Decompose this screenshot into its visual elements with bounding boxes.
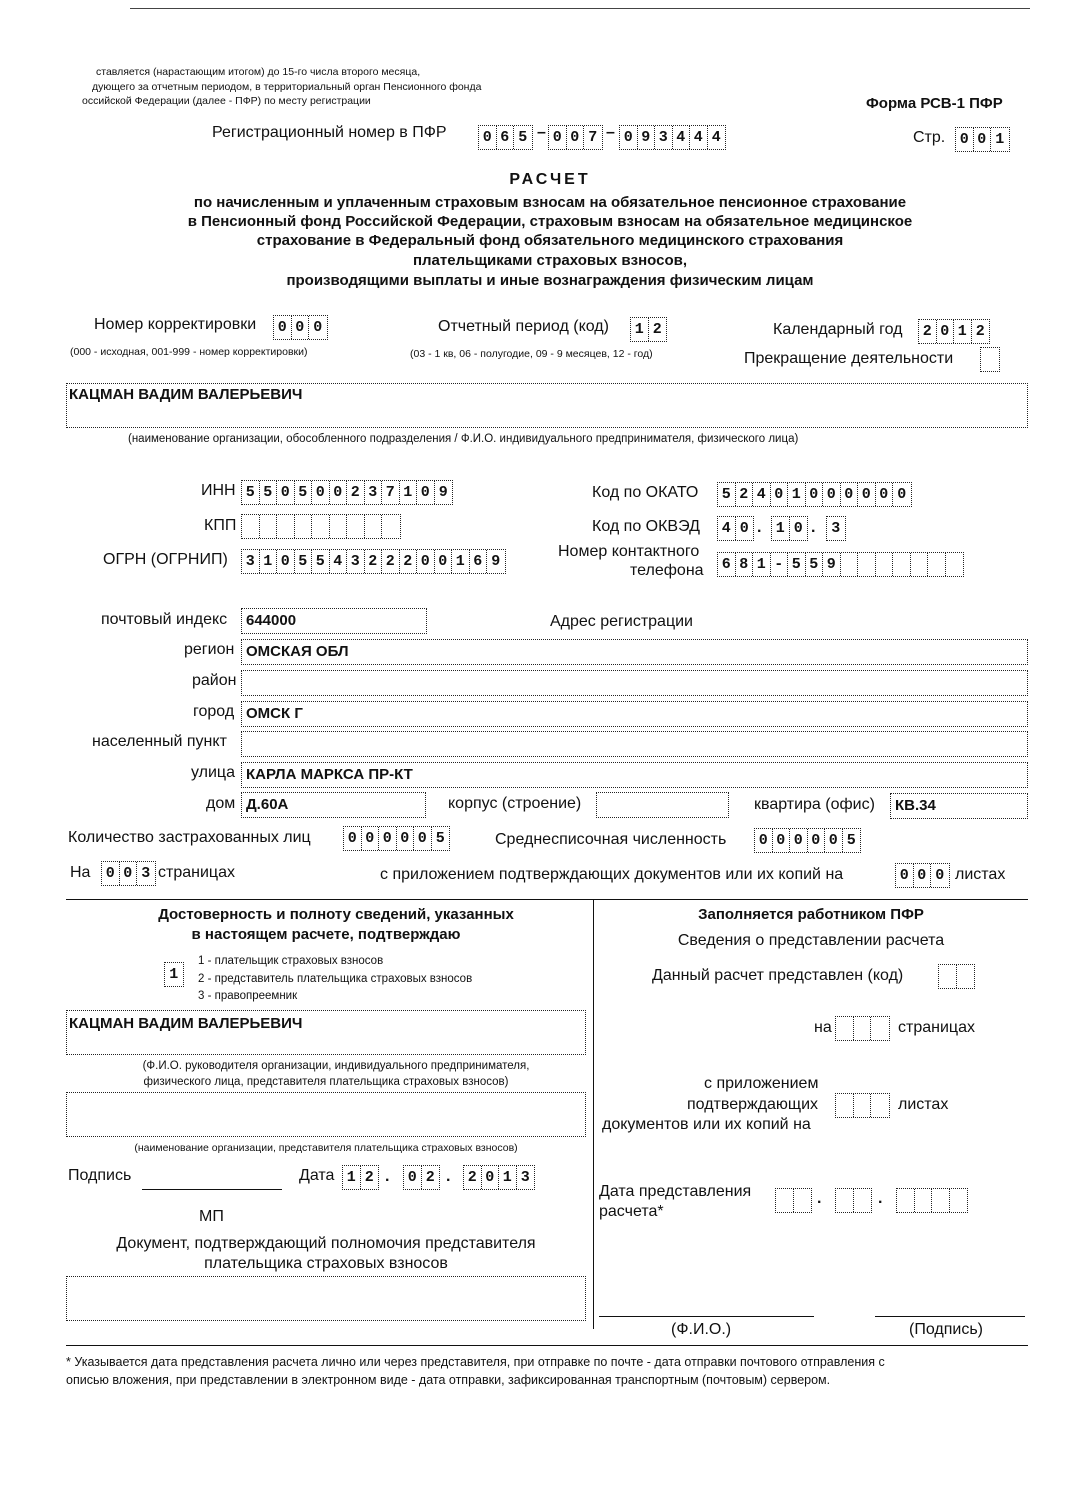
okved-part2[interactable] (771, 516, 808, 541)
reg-number-part3[interactable] (619, 125, 726, 150)
district-field[interactable] (241, 670, 1028, 696)
payer-name-hint: (наименование организации, обособленного подразделения / Ф.И.О. индивидуального предпринимателя, физического лица) (128, 433, 799, 445)
document-heading: РАСЧЕТ (509, 171, 591, 188)
empty-cell (277, 515, 295, 538)
cell-0: 0 (620, 126, 638, 149)
empty-cell (347, 515, 365, 538)
pfr-pages-count[interactable] (835, 1016, 890, 1041)
cell-2: 3 (655, 126, 673, 149)
cell-10 (893, 553, 911, 576)
cell-5: 5 (846, 832, 856, 849)
cell-9: 1 (400, 481, 418, 504)
reg-dash-2: – (606, 124, 615, 141)
apartment-label: квартира (офис) (754, 796, 875, 813)
cell-0: 2 (464, 1166, 482, 1189)
cell-10: 0 (897, 486, 907, 503)
authority-doc-line-2: плательщика страховых взносов (204, 1255, 448, 1272)
region-label: регион (184, 641, 235, 658)
pfr-pages-prefix: на (814, 1019, 832, 1036)
signer-hint-2: физического лица, представителя плательщика страховых взносов) (143, 1076, 509, 1088)
inn-field[interactable] (241, 480, 453, 505)
cell-7: 3 (365, 481, 383, 504)
submitted-code-label: Данный расчет представлен (код) (652, 967, 904, 984)
cell-4: 1 (788, 483, 806, 506)
cell-5: 0 (330, 481, 348, 504)
cell-1: 0 (793, 520, 803, 537)
empty-cell (836, 1189, 854, 1212)
termination-flag[interactable] (980, 347, 1000, 372)
pfr-section-subtitle: Сведения о представлении расчета (677, 932, 945, 949)
submission-date-day[interactable] (775, 1188, 812, 1213)
kpp-field[interactable] (241, 514, 401, 539)
phone-field[interactable] (717, 552, 964, 577)
page-label: Стр. (913, 129, 946, 146)
signer-option-1: 1 - плательщик страховых взносов (198, 955, 384, 967)
attachments-suffix: листах (955, 866, 1006, 883)
pfr-attach-suffix: листах (898, 1096, 949, 1113)
payer-name-box[interactable] (66, 383, 1028, 428)
year-label: Календарный год (773, 321, 903, 338)
representative-org-box[interactable] (66, 1092, 586, 1137)
cell-6: 0 (823, 483, 841, 506)
cell-2: 1 (753, 553, 771, 576)
cell-4: 5 (788, 553, 806, 576)
avg-headcount-label: Среднесписочная численность (495, 831, 727, 848)
empty-cell (897, 1189, 915, 1212)
section-middle-divider (593, 899, 594, 1329)
reg-number-part1[interactable] (478, 125, 533, 150)
cell-3: 4 (673, 126, 691, 149)
date-dot-1: . (385, 1168, 390, 1185)
signer-option-2: 2 - представитель плательщика страховых взносов (198, 973, 473, 985)
cell-14: 9 (491, 553, 501, 570)
empty-cell (836, 1094, 854, 1117)
pfr-section-title: Заполняется работником ПФР (698, 906, 924, 923)
cell-9: 0 (876, 483, 894, 506)
cell-1: 0 (914, 864, 932, 887)
cell-1: 0 (937, 320, 955, 343)
cell-1: 0 (974, 128, 992, 151)
period-hint: (03 - 1 кв, 06 - полугодие, 09 - 9 месяцев, 12 - год) (410, 348, 653, 360)
cell-1: 0 (292, 316, 310, 339)
empty-cell (854, 1017, 872, 1040)
empty-cell (794, 1189, 812, 1212)
kpp-label: КПП (204, 517, 237, 534)
cell-1: 5 (260, 481, 278, 504)
empty-cell (382, 515, 400, 538)
cell-10: 0 (417, 550, 435, 573)
attachments-count[interactable] (895, 863, 950, 888)
cell-2: 7 (588, 129, 598, 146)
cell-3: 3 (520, 1169, 530, 1186)
reg-dash-1: – (537, 124, 546, 141)
phone-label-2: телефона (630, 562, 704, 579)
apartment-field[interactable]: КВ.34 (890, 793, 1028, 819)
scan-top-line (130, 8, 1030, 9)
cell-2: 0 (277, 550, 295, 573)
signer-option-3: 3 - правопреемник (198, 990, 298, 1002)
cell-0: 0 (896, 864, 914, 887)
cell-0: 0 (344, 827, 362, 850)
okato-field[interactable] (717, 482, 912, 507)
empty-cell (854, 1094, 872, 1117)
okved-part1[interactable] (717, 516, 754, 541)
submission-date-year[interactable] (896, 1188, 968, 1213)
pfr-attach-line-3: документов или их копий на (602, 1116, 811, 1133)
date-dot-2: . (446, 1168, 451, 1185)
cell-1: 2 (736, 483, 754, 506)
period-label: Отчетный период (код) (438, 318, 609, 335)
reporting-period[interactable] (630, 317, 667, 342)
pfr-fio-line[interactable] (599, 1316, 814, 1317)
city-label: город (193, 703, 235, 720)
cell-2: 1 (499, 1166, 517, 1189)
cell-2: 1 (954, 320, 972, 343)
submission-note-2: дующего за отчетным периодом, в территориальный орган Пенсионного фонда (92, 81, 482, 93)
submission-date-month[interactable] (835, 1188, 872, 1213)
title-line-1: по начисленным и уплаченным страховым взносам на обязательное пенсионное страхование (193, 194, 907, 211)
cell-2: 0 (379, 827, 397, 850)
empty-cell (242, 515, 260, 538)
inn-label: ИНН (201, 482, 236, 499)
cell-1: 2 (425, 1169, 435, 1186)
empty-cell (365, 515, 383, 538)
cell-9: 2 (400, 550, 418, 573)
date-month[interactable] (403, 1165, 440, 1190)
pfr-signature-caption: (Подпись) (909, 1321, 983, 1338)
empty-cell (932, 1189, 950, 1212)
cell-0: 1 (772, 517, 790, 540)
okato-label: Код по ОКАТО (592, 484, 699, 501)
cell-0: 4 (718, 517, 736, 540)
form-name: Форма РСВ-1 ПФР (866, 95, 1003, 112)
date-label: Дата (299, 1167, 335, 1184)
cell-2: 3 (141, 865, 151, 882)
empty-cell (950, 1189, 968, 1212)
cell-2: 5 (518, 129, 528, 146)
pfr-attach-line-1: с приложением (704, 1075, 819, 1092)
cell-2: 0 (313, 319, 323, 336)
cell-1: 0 (482, 1166, 500, 1189)
okved-part3[interactable] (826, 516, 846, 541)
cell-2: 0 (935, 867, 945, 884)
empty-cell (957, 965, 975, 988)
cell-4: 0 (312, 481, 330, 504)
cell-3: 0 (771, 483, 789, 506)
cell-2: 0 (277, 481, 295, 504)
empty-cell (776, 1189, 794, 1212)
submission-date-dot-2: . (878, 1190, 883, 1207)
empty-cell (915, 1189, 933, 1212)
cell-0: 1 (343, 1166, 361, 1189)
cell-0: 6 (718, 553, 736, 576)
cell-5: 4 (711, 129, 721, 146)
cell-7 (841, 553, 859, 576)
cell-0: 5 (718, 483, 736, 506)
cell-11: 0 (435, 550, 453, 573)
date-day[interactable] (342, 1165, 379, 1190)
cell-3: 2 (975, 323, 985, 340)
footnote-line-1: * Указывается дата представления расчета лично или через представителя, при отправке по почте - дата отправки почтового отправления с (66, 1355, 885, 1369)
cell-0: 0 (274, 316, 292, 339)
calendar-year[interactable] (918, 319, 990, 344)
cell-2: 4 (753, 483, 771, 506)
empty-cell (939, 965, 957, 988)
cell-3: 5 (295, 550, 313, 573)
stamp-label: МП (199, 1208, 224, 1225)
cell-1: 2 (652, 321, 662, 338)
cell-1: 0 (739, 520, 749, 537)
cell-8: 7 (382, 481, 400, 504)
payer-name: КАЦМАН ВАДИМ ВАЛЕРЬЕВИЧ (69, 386, 303, 403)
signature-label: Подпись (68, 1167, 132, 1184)
cell-0: 5 (242, 481, 260, 504)
attachments-label: с приложением подтверждающих документов или их копий на (380, 866, 844, 883)
cell-2: 1 (995, 131, 1005, 148)
cell-1: 0 (362, 827, 380, 850)
empty-cell (330, 515, 348, 538)
insured-label: Количество застрахованных лиц (68, 829, 311, 846)
date-year[interactable] (463, 1165, 535, 1190)
cell-0: 3 (831, 520, 841, 537)
cell-1: 8 (736, 553, 754, 576)
cell-6: 3 (347, 550, 365, 573)
pages-count[interactable] (101, 861, 156, 886)
correction-hint: (000 - исходная, 001-999 - номер корректировки) (70, 346, 308, 358)
cell-0: 0 (479, 126, 497, 149)
house-label: дом (206, 795, 236, 812)
cell-4: 0 (414, 827, 432, 850)
cell-11: 9 (438, 484, 448, 501)
signer-hint-1: (Ф.И.О. руководителя организации, индивидуального предпринимателя, (142, 1060, 530, 1072)
section-bottom-border (66, 1345, 1028, 1346)
cell-7: 2 (365, 550, 383, 573)
cell-5: 5 (806, 553, 824, 576)
cell-3: 0 (808, 829, 826, 852)
okved-dot-2: . (811, 519, 816, 536)
okved-label: Код по ОКВЭД (592, 518, 700, 535)
cell-1: 0 (120, 862, 138, 885)
signature-line[interactable] (142, 1189, 282, 1190)
empty-cell (312, 515, 330, 538)
empty-cell (871, 1094, 889, 1117)
cell-0: 1 (631, 318, 649, 341)
cell-13: 6 (470, 550, 488, 573)
district-label: район (192, 672, 237, 689)
street-label: улица (191, 764, 235, 781)
submission-date-label-2: расчета* (599, 1203, 664, 1220)
footnote-line-2: описью вложения, при представлении в электронном виде - дата отправки, зафиксированная транспортным (почтовым) сервером. (66, 1373, 831, 1387)
cell-6: 9 (823, 553, 841, 576)
cell-1: 0 (773, 829, 791, 852)
title-line-4: плательщиками страховых взносов, (412, 252, 688, 269)
ogrn-field[interactable] (241, 549, 506, 574)
confirm-line-2: в настоящем расчете, подтверждаю (191, 926, 461, 943)
street-field[interactable]: КАРЛА МАРКСА ПР-КТ (241, 762, 1028, 788)
submission-note-1: ставляется (нарастающим итогом) до 15-го числа второго месяца, (96, 66, 421, 78)
pages-prefix: На (70, 864, 91, 881)
pages-suffix: страницах (158, 864, 235, 881)
house-field[interactable]: Д.60А (241, 792, 426, 818)
cell-1: 6 (497, 126, 515, 149)
empty-cell (836, 1017, 854, 1040)
avg-headcount[interactable] (754, 828, 861, 853)
ogrn-label: ОГРН (ОГРНИП) (103, 551, 228, 568)
cell-4: 4 (690, 126, 708, 149)
cell-4: 0 (825, 829, 843, 852)
cell-8: 0 (858, 483, 876, 506)
title-line-2: в Пенсионный фонд Российской Федерации, страховым взносам на обязательное медицинское (187, 213, 913, 230)
submission-date-label-1: Дата представления (599, 1183, 752, 1200)
cell-5: 5 (435, 830, 445, 847)
reg-number-part2[interactable] (548, 125, 603, 150)
correction-number[interactable] (273, 315, 328, 340)
locality-label: населенный пункт (92, 733, 227, 750)
cell-5: 0 (806, 483, 824, 506)
cell-13 (946, 553, 964, 576)
building-field[interactable] (596, 792, 729, 818)
cell-1: 0 (567, 126, 585, 149)
reg-number-label: Регистрационный номер в ПФР (212, 124, 447, 141)
cell-0: 3 (242, 550, 260, 573)
city-field[interactable]: ОМСК Г (241, 701, 1028, 727)
cell-0: 0 (755, 829, 773, 852)
cell-11 (911, 553, 929, 576)
cell-0: 1 (169, 966, 179, 983)
insured-count[interactable] (343, 826, 450, 851)
postcode-label: почтовый индекс (101, 611, 228, 628)
submission-date-dot-1: . (817, 1190, 822, 1207)
page-number[interactable] (955, 127, 1010, 152)
termination-label: Прекращение деятельности (744, 350, 954, 367)
cell-8 (858, 553, 876, 576)
empty-cell (854, 1189, 872, 1212)
signer-code[interactable] (164, 962, 184, 987)
cell-6: 2 (347, 481, 365, 504)
signer-name-box[interactable] (66, 1010, 586, 1055)
cell-7: 0 (841, 483, 859, 506)
cell-0: 0 (956, 128, 974, 151)
cell-0: 0 (549, 126, 567, 149)
empty-cell (260, 515, 278, 538)
pfr-pages-suffix: страницах (898, 1019, 975, 1036)
cell-1: 1 (260, 550, 278, 573)
empty-cell (871, 1017, 889, 1040)
submitted-code[interactable] (938, 964, 975, 989)
correction-label: Номер корректировки (94, 316, 257, 333)
authority-doc-line-1: Документ, подтверждающий полномочия представителя (116, 1235, 536, 1252)
cell-1: 2 (364, 1169, 374, 1186)
cell-10: 0 (417, 481, 435, 504)
postcode-field[interactable]: 644000 (241, 608, 427, 634)
cell-0: 0 (404, 1166, 422, 1189)
empty-cell (295, 515, 313, 538)
representative-org-hint: (наименование организации, представителя плательщика страховых взносов) (134, 1142, 518, 1154)
pfr-signature-line[interactable] (875, 1316, 1025, 1317)
okved-dot-1: . (757, 519, 762, 536)
authority-doc-box[interactable] (66, 1276, 586, 1321)
cell-12: 1 (452, 550, 470, 573)
cell-9 (876, 553, 894, 576)
submission-note-3: оссийской Федерации (далее - ПФР) по месту регистрации (82, 95, 371, 107)
cell-3: 5 (295, 481, 313, 504)
cell-5: 4 (330, 550, 348, 573)
section-top-border (66, 899, 1028, 900)
signer-name: КАЦМАН ВАДИМ ВАЛЕРЬЕВИЧ (69, 1015, 303, 1032)
title-line-5: производящими выплаты и иные вознаграждения физическим лицам (286, 272, 814, 289)
phone-label-1: Номер контактного (558, 543, 700, 560)
cell-1: 9 (638, 126, 656, 149)
cell-3: - (771, 553, 789, 576)
address-title: Адрес регистрации (550, 613, 693, 630)
cell-12 (928, 553, 946, 576)
confirm-line-1: Достоверность и полноту сведений, указанных (158, 906, 514, 923)
region-field[interactable]: ОМСКАЯ ОБЛ (241, 639, 1028, 665)
cell-2: 0 (790, 829, 808, 852)
locality-field[interactable] (241, 731, 1028, 757)
pfr-attach-count[interactable] (835, 1093, 890, 1118)
cell-3: 0 (397, 827, 415, 850)
cell-0: 0 (102, 862, 120, 885)
pfr-fio-caption: (Ф.И.О.) (671, 1321, 732, 1338)
pfr-attach-line-2: подтверждающих (687, 1096, 819, 1113)
cell-8: 2 (382, 550, 400, 573)
cell-0: 2 (919, 320, 937, 343)
cell-4: 5 (312, 550, 330, 573)
building-label: корпус (строение) (448, 795, 582, 812)
title-line-3: страхование в Федеральный фонд обязательного медицинского страхования (256, 232, 844, 249)
